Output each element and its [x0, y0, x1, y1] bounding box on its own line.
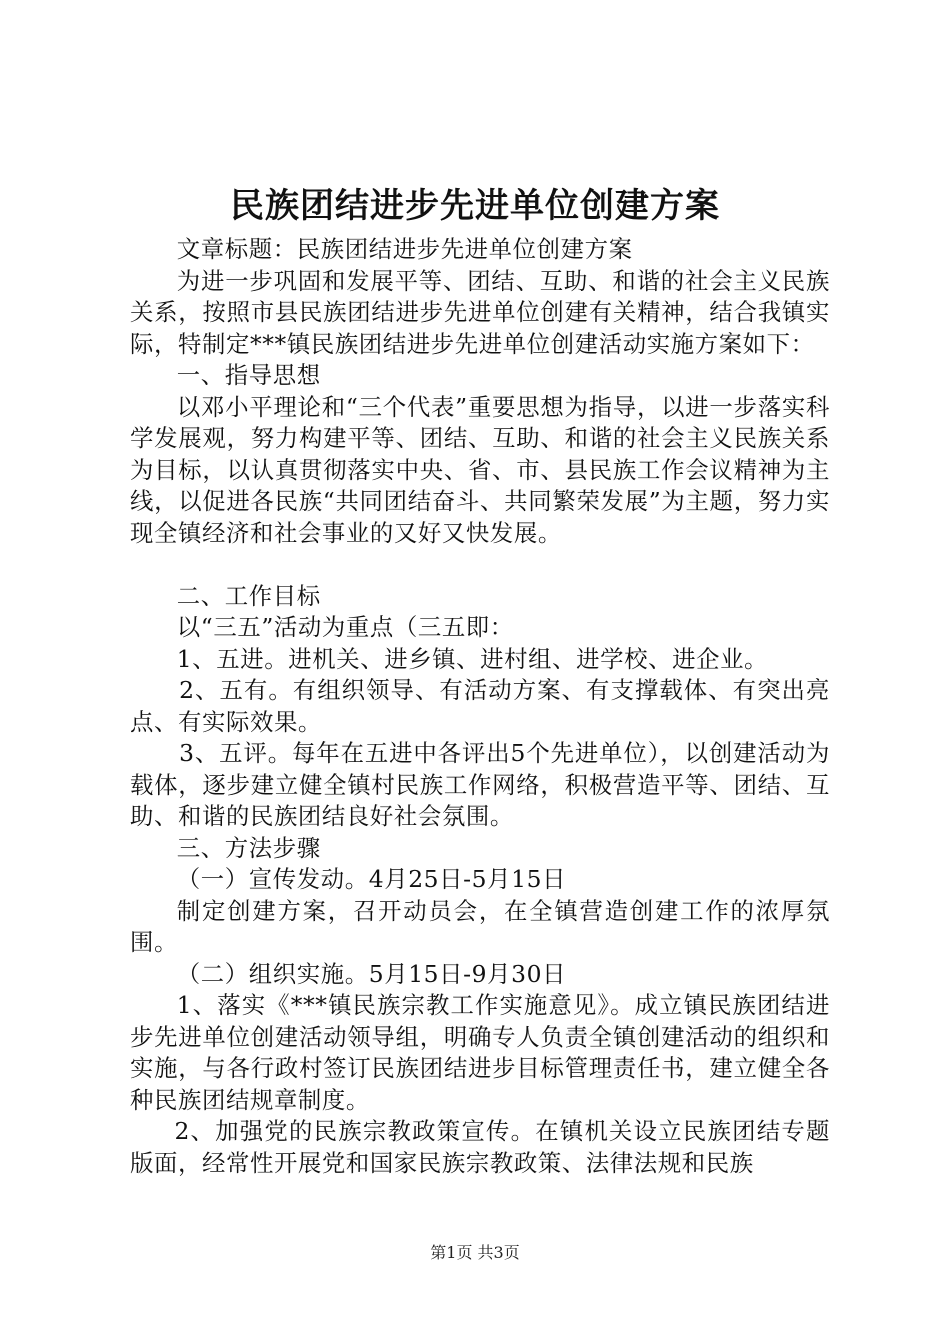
- paragraph-five-evaluations: 3、五评。每年在五进中各评出5个先进单位），以创建活动为载体，逐步建立健全镇村民族工作网络，积极营造平等、团结、互助、和谐的民族团结良好社会氛围。: [130, 739, 830, 830]
- document-title: 民族团结进步先进单位创建方案: [230, 186, 720, 226]
- document-body: [130, 234, 830, 1179]
- paragraph-article-title: 文章标题：民族团结进步先进单位创建方案: [176, 235, 633, 263]
- paragraph-five-entries: 1、五进。进机关、进乡镇、进村组、进学校、进企业。: [176, 644, 769, 673]
- paragraph-publicity: 制定创建方案，召开动员会，在全镇营造创建工作的浓厚氛围。: [130, 896, 830, 956]
- paragraph-intro: 为进一步巩固和发展平等、团结、互助、和谐的社会主义民族关系，按照市县民族团结进步先进单位创建有关精神，结合我镇实际，特制定***镇民族团结进步先进单位创建活动实施方案如下：: [130, 266, 830, 358]
- subheading-publicity: （一）宣传发动。4月25日-5月15日: [176, 865, 567, 893]
- page-footer: 第1页 共3页: [430, 1243, 520, 1262]
- paragraph-implementation-2: 2、加强党的民族宗教政策宣传。在镇机关设立民族团结专题版面，经常性开展党和国家民族宗教政策、法律法规和民族: [130, 1117, 830, 1177]
- paragraph-implementation-1: 1、落实《***镇民族宗教工作实施意见》。成立镇民族团结进步先进单位创建活动领导组，明确专人负责全镇创建活动的组织和实施，与各行政村签订民族团结进步目标管理责任书，建立健全各种民族团结规章制度。: [130, 991, 830, 1114]
- subheading-implementation: （二）组织实施。5月15日-9月30日: [176, 959, 567, 988]
- section-heading-work-goals: 二、工作目标: [176, 581, 321, 610]
- section-heading-methods-steps: 三、方法步骤: [176, 833, 321, 862]
- paragraph-three-five: 以“三五”活动为重点（三五即：: [176, 613, 514, 641]
- section-heading-guiding-ideology: 一、指导思想: [176, 361, 321, 389]
- paragraph-guiding-ideology: 以邓小平理论和“三个代表”重要思想为指导，以进一步落实科学发展观，努力构建平等、团结、互助、和谐的社会主义民族关系为目标，以认真贯彻落实中央、省、市、县民族工作会议精神为主线，以促进各民族“共同团结奋斗、共同繁荣发展”为主题，努力实现全镇经济和社会事业的又好又快发展。: [130, 392, 830, 547]
- paragraph-five-haves: 2、五有。有组织领导、有活动方案、有支撑载体、有突出亮点、有实际效果。: [130, 676, 830, 736]
